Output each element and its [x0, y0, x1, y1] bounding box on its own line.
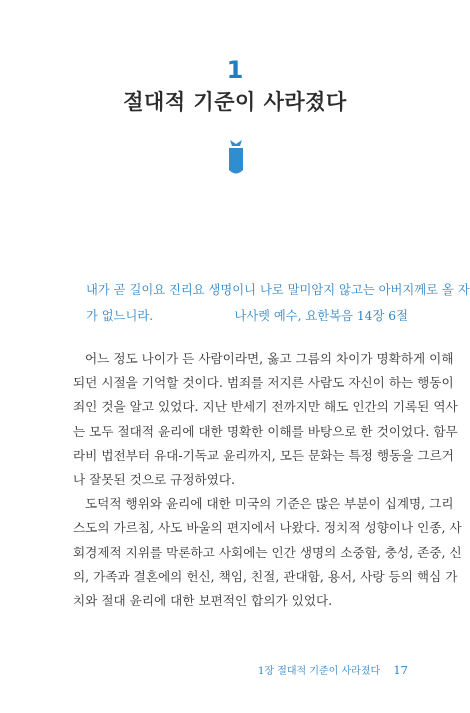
body-line: 도덕적 행위와 윤리에 대한 미국의 기준은 많은 부분이 십계명, 그리 [85, 496, 454, 512]
ribbon-bookmark-icon [226, 140, 246, 176]
body-line: 죄인 것을 알고 있었다. 지난 반세기 전까지만 해도 인간의 기록된 역사 [73, 399, 458, 415]
body-line: 라비 법전부터 유대-기독교 윤리까지, 모든 문화는 특정 행동을 그르거 [73, 447, 454, 463]
body-line: 어느 정도 나이가 든 사람이라면, 옳고 그름의 차이가 명확하게 이해 [85, 351, 454, 366]
epigraph-line-2: 가 없느니라. [86, 309, 154, 323]
body-line: 는 모두 절대적 윤리에 대한 명확한 이해를 바탕으로 한 것이었다. 함무 [73, 423, 458, 439]
body-line: 의, 가족과 결혼에의 헌신, 책임, 친절, 관대함, 용서, 사랑 등의 핵심 가 [73, 568, 458, 584]
body-line: 되던 시절을 기억할 것이다. 범죄를 저지른 사람도 자신이 하는 행동이 [73, 375, 454, 391]
running-head: 1장 절대적 기준이 사라졌다 [258, 666, 381, 677]
body-line: 스도의 가르침, 사도 바울의 편지에서 나왔다. 정치적 성향이나 인종, 사 [73, 520, 462, 536]
body-line: 회경제적 지위를 막론하고 사회에는 인간 생명의 소중함, 충성, 존중, 신 [73, 544, 462, 560]
page-number: 17 [393, 663, 408, 677]
body-line: 치와 절대 윤리에 대한 보편적인 합의가 있었다. [73, 592, 333, 608]
chapter-title: 절대적 기준이 사라졌다 [123, 90, 347, 114]
page-footer [258, 662, 408, 680]
epigraph-source: 나사렛 예수, 요한복음 14장 6절 [234, 309, 408, 323]
body-line: 나 잘못된 것으로 규정하였다. [73, 471, 235, 487]
epigraph-line-1: 내가 곧 길이요 진리요 생명이니 나로 말미암지 않고는 아버지께로 올 자 [86, 283, 470, 297]
chapter-number: 1 [226, 56, 244, 84]
body-text [73, 347, 462, 613]
